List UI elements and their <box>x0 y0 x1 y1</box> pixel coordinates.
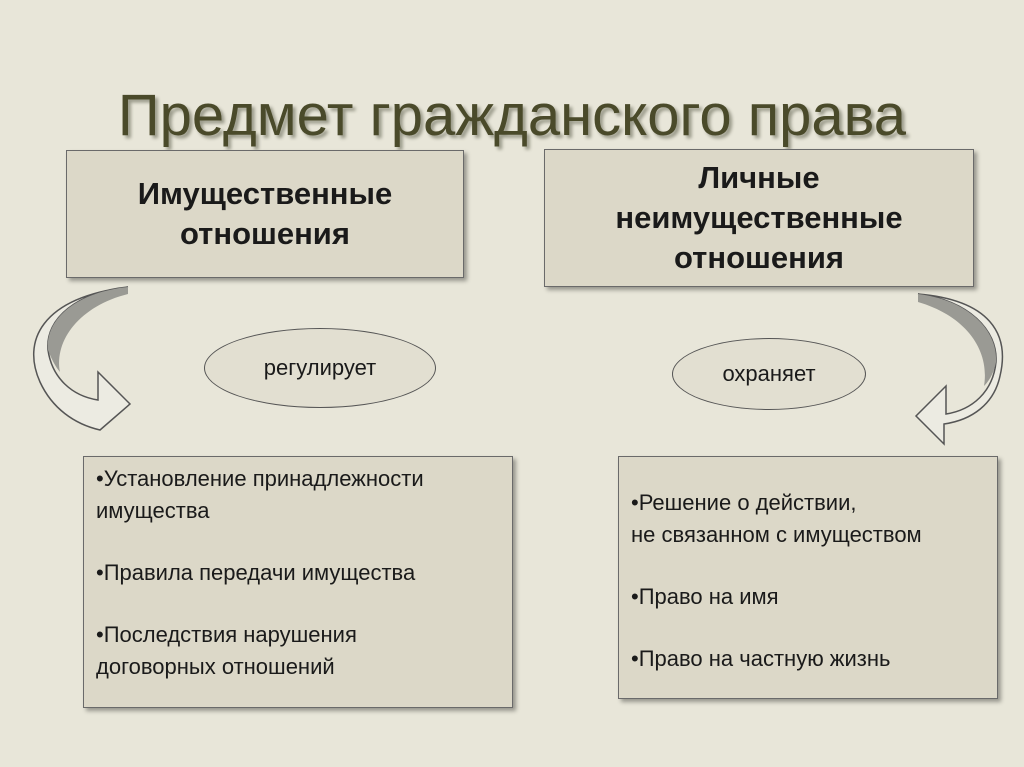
list-item: •Установление принадлежности <box>96 466 424 491</box>
protects-label: охраняет <box>722 361 816 386</box>
protects-oval <box>672 338 866 410</box>
list-item: •Право на частную жизнь <box>631 646 891 671</box>
right-curved-arrow-shade <box>918 294 996 386</box>
list-item: •Последствия нарушения <box>96 622 357 647</box>
list-item: •Решение о действии, <box>631 490 857 515</box>
property-relations-list-box <box>83 456 513 708</box>
list-item: •Право на имя <box>631 584 779 609</box>
property-relations-line1: Имущественные <box>137 176 393 211</box>
list-item-continuation: имущества <box>96 498 210 523</box>
list-item-continuation: договорных отношений <box>96 654 335 679</box>
slide-title: Предмет гражданского права <box>117 83 907 148</box>
personal-relations-list-box <box>618 456 998 699</box>
regulates-label: регулирует <box>263 355 377 380</box>
personal-relations-line1: Личные <box>698 160 820 195</box>
personal-relations-line2: неимущественные <box>615 200 903 235</box>
left-curved-arrow-shade <box>48 287 128 372</box>
regulates-oval <box>204 328 436 408</box>
personal-relations-line3: отношения <box>674 240 844 275</box>
property-relations-line2: отношения <box>180 216 350 251</box>
list-item-continuation: не связанном с имуществом <box>631 522 922 547</box>
list-item: •Правила передачи имущества <box>96 560 416 585</box>
